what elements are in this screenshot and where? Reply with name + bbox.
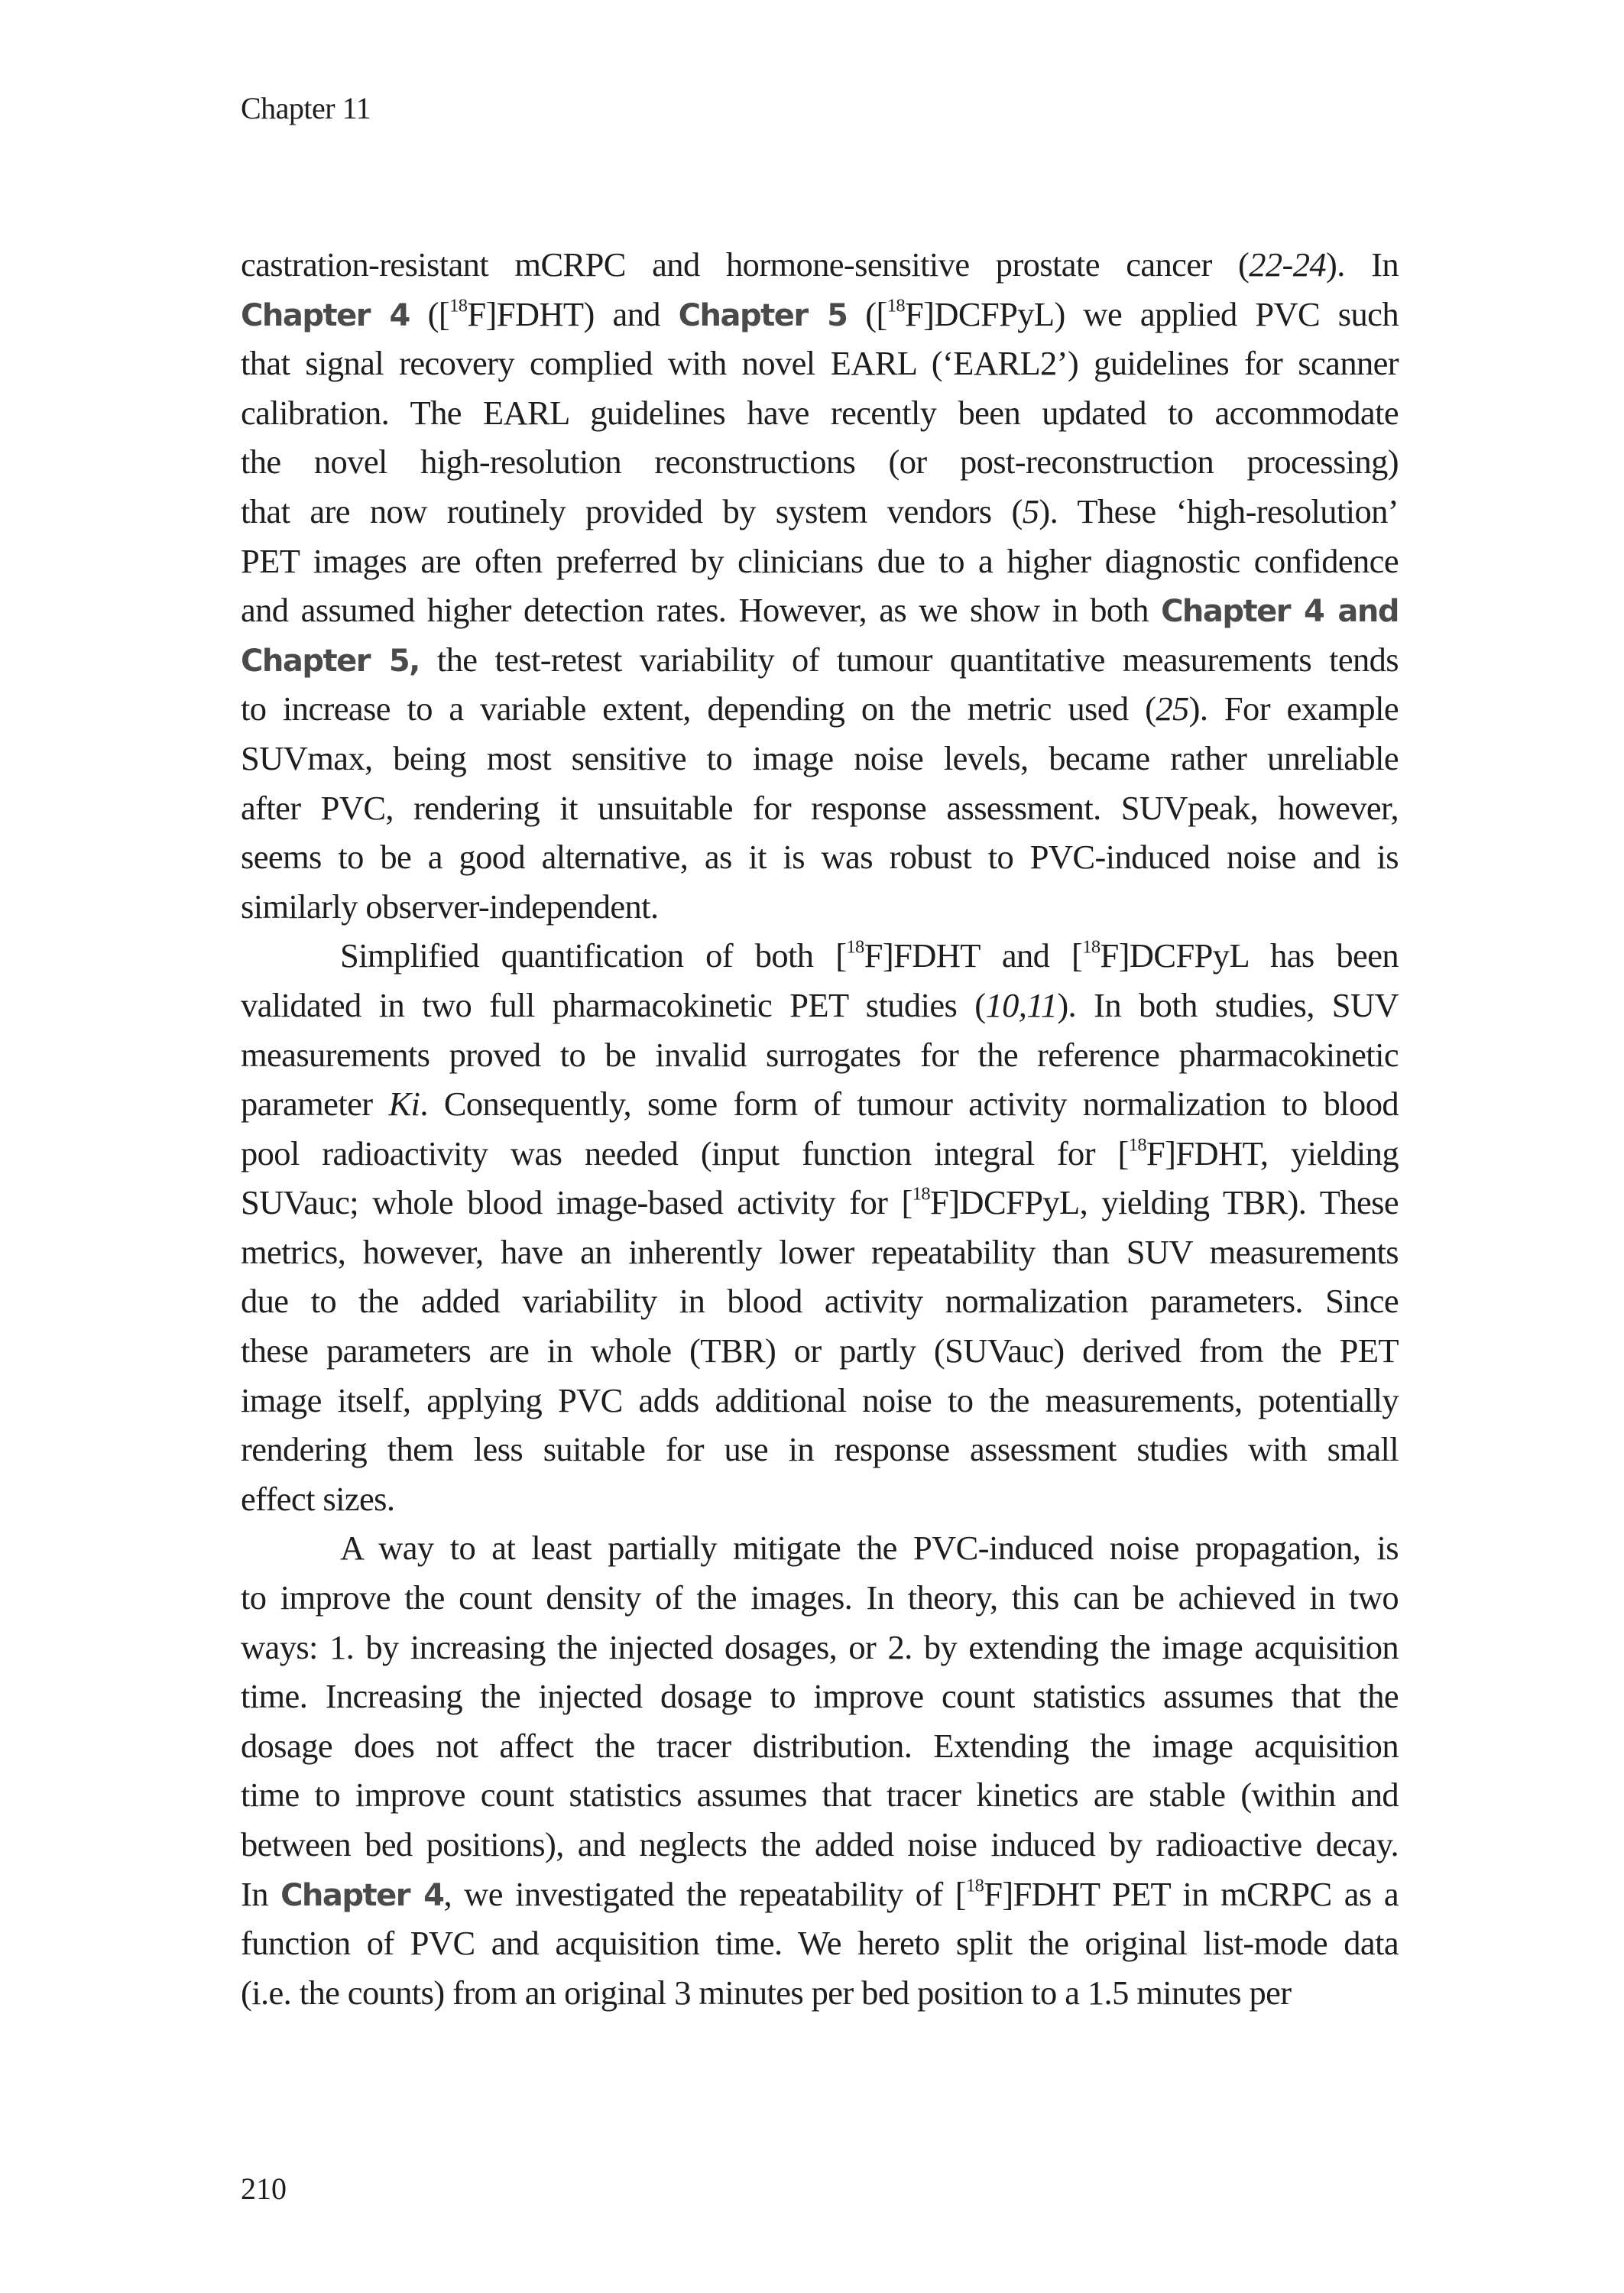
superscript: 18 — [1082, 936, 1100, 958]
text-line — [241, 1870, 1399, 1919]
text-run: image itself, applying PVC adds additional noise to the measurements, potentially — [241, 1380, 1399, 1419]
text-line — [241, 635, 1399, 685]
text-run: castration-resistant mCRPC and hormone-sensitive prostate cancer ( — [241, 245, 1250, 284]
citation: 5 — [1022, 491, 1039, 530]
chapter-reference: Chapter 4 and — [1161, 594, 1399, 630]
text-run: parameter — [241, 1085, 389, 1124]
text-run: F]DCFPyL) we applied PVC such — [904, 294, 1399, 333]
text-run: ). These ‘high-resolution’ — [1039, 491, 1399, 530]
text-line — [241, 487, 1399, 537]
text-line — [241, 1968, 1399, 2018]
text-run: and assumed higher detection rates. However, as we show in both — [241, 591, 1162, 630]
text-run: validated in two full pharmacokinetic PET studies ( — [241, 985, 986, 1024]
text-run: these parameters are in whole (TBR) or partly (SUVauc) derived from the PET — [241, 1331, 1399, 1370]
text-run: F]DCFPyL has been — [1100, 936, 1399, 975]
text-line — [241, 1376, 1399, 1425]
text-run: SUVauc; whole blood image-based activity for [ — [241, 1183, 912, 1222]
text-line — [241, 585, 1399, 635]
citation: Ki — [388, 1085, 420, 1124]
text-run: seems to be a good alternative, as it is was robust to PVC-induced noise and is — [241, 838, 1399, 877]
text-run: A way to at least partially mitigate the PVC-induced noise propagation, is — [340, 1529, 1399, 1568]
text-run: (i.e. the counts) from an original 3 minutes per bed position to a 1.5 minutes per — [241, 1973, 1292, 2012]
chapter-reference: Chapter 5 — [678, 297, 848, 333]
text-line — [241, 537, 1399, 586]
text-run: F]FDHT) and — [467, 294, 679, 333]
text-line — [241, 290, 1399, 339]
text-line — [241, 1474, 1399, 1524]
text-run: F]FDHT, yielding — [1146, 1134, 1399, 1172]
text-line — [241, 783, 1399, 833]
text-run: to improve the count density of the images. In theory, this can be achieved in two — [241, 1578, 1399, 1617]
text-line — [241, 1770, 1399, 1820]
text-run: that are now routinely provided by system vendors ( — [241, 491, 1023, 530]
text-line — [241, 734, 1399, 783]
text-run: to increase to a variable extent, depending on the metric used ( — [241, 689, 1156, 728]
text-run: that signal recovery complied with novel EARL (‘EARL2’) guidelines for scanner — [241, 344, 1399, 383]
citation: 22-24 — [1249, 245, 1327, 284]
text-run: metrics, however, have an inherently lower repeatability than SUV measurements — [241, 1232, 1399, 1271]
text-run: F]FDHT and [ — [864, 936, 1083, 975]
text-line — [241, 1573, 1399, 1623]
text-line — [241, 832, 1399, 882]
text-line — [241, 1721, 1399, 1771]
paragraph — [241, 1523, 1399, 2017]
text-line — [241, 1228, 1399, 1277]
text-line — [241, 1672, 1399, 1721]
text-line — [241, 1425, 1399, 1474]
running-head: Chapter 11 — [241, 91, 371, 125]
text-run: . Consequently, some form of tumour activity normalization to blood — [420, 1085, 1399, 1124]
paragraph — [241, 240, 1399, 931]
text-run: after PVC, rendering it unsuitable for response assessment. SUVpeak, however, — [241, 788, 1399, 827]
text-run: the novel high-resolution reconstructions (or post-reconstruction processing) — [241, 443, 1399, 482]
text-run: dosage does not affect the tracer distribution. Extending the image acquisition — [241, 1726, 1399, 1765]
text-run: due to the added variability in blood activity normalization parameters. Since — [241, 1282, 1399, 1321]
text-line — [241, 1129, 1399, 1179]
text-line — [241, 240, 1399, 290]
text-run: time. Increasing the injected dosage to improve count statistics assumes that the — [241, 1677, 1399, 1716]
text-run: measurements proved to be invalid surrogates for the reference pharmacokinetic — [241, 1035, 1399, 1074]
text-run: In — [241, 1874, 281, 1913]
text-run: the test-retest variability of tumour quantitative measurements tends — [419, 640, 1399, 679]
superscript: 18 — [965, 1875, 984, 1896]
text-run: time to improve count statistics assumes that tracer kinetics are stable (within and — [241, 1776, 1399, 1815]
superscript: 18 — [912, 1183, 931, 1205]
text-line — [241, 1079, 1399, 1129]
text-run: function of PVC and acquisition time. We hereto split the original list-mode data — [241, 1924, 1399, 1963]
citation: 10,11 — [985, 985, 1058, 1024]
text-line — [241, 931, 1399, 981]
text-run: rendering them less suitable for use in response assessment studies with small — [241, 1430, 1399, 1469]
text-run: F]DCFPyL, yielding TBR). These — [930, 1183, 1399, 1222]
paragraph — [241, 931, 1399, 1523]
text-run: between bed positions), and neglects the added noise induced by radioactive decay. — [241, 1825, 1399, 1863]
text-run: similarly observer-independent. — [241, 887, 659, 926]
text-run: ). In both studies, SUV — [1057, 985, 1399, 1024]
text-run: ). For example — [1188, 689, 1399, 728]
chapter-reference: Chapter 5, — [241, 643, 420, 679]
chapter-reference: Chapter 4 — [241, 297, 410, 333]
text-line — [241, 388, 1399, 438]
text-line — [241, 1623, 1399, 1672]
text-line — [241, 1178, 1399, 1228]
text-run: calibration. The EARL guidelines have recently been updated to accommodate — [241, 393, 1399, 432]
text-run: ([ — [409, 294, 450, 333]
text-run: PET images are often preferred by clinicians due to a higher diagnostic confidence — [241, 541, 1399, 580]
page-number: 210 — [241, 2171, 287, 2206]
superscript: 18 — [449, 295, 468, 316]
text-line — [241, 437, 1399, 487]
text-run: SUVmax, being most sensitive to image noise levels, became rather unreliable — [241, 738, 1399, 777]
superscript: 18 — [846, 936, 864, 958]
text-run: pool radioactivity was needed (input function integral for [ — [241, 1134, 1129, 1172]
body-text — [241, 240, 1399, 2017]
text-run: effect sizes. — [241, 1479, 395, 1518]
text-run: , we investigated the repeatability of [ — [443, 1874, 966, 1913]
text-run: F]FDHT PET in mCRPC as a — [984, 1874, 1399, 1913]
citation: 25 — [1156, 689, 1189, 728]
text-run: ways: 1. by increasing the injected dosages, or 2. by extending the image acquisition — [241, 1627, 1399, 1666]
text-run: ([ — [847, 294, 887, 333]
text-line — [241, 882, 1399, 932]
text-line — [241, 684, 1399, 734]
text-line — [241, 1523, 1399, 1573]
text-line — [241, 1918, 1399, 1968]
text-line — [241, 339, 1399, 388]
text-line — [241, 981, 1399, 1030]
text-run: ). In — [1326, 245, 1399, 284]
text-line — [241, 1820, 1399, 1870]
text-line — [241, 1326, 1399, 1376]
text-line — [241, 1276, 1399, 1326]
text-line — [241, 1030, 1399, 1080]
text-run: Simplified quantification of both [ — [340, 936, 847, 975]
superscript: 18 — [1128, 1134, 1146, 1156]
chapter-reference: Chapter 4 — [280, 1877, 444, 1913]
superscript: 18 — [887, 295, 905, 316]
